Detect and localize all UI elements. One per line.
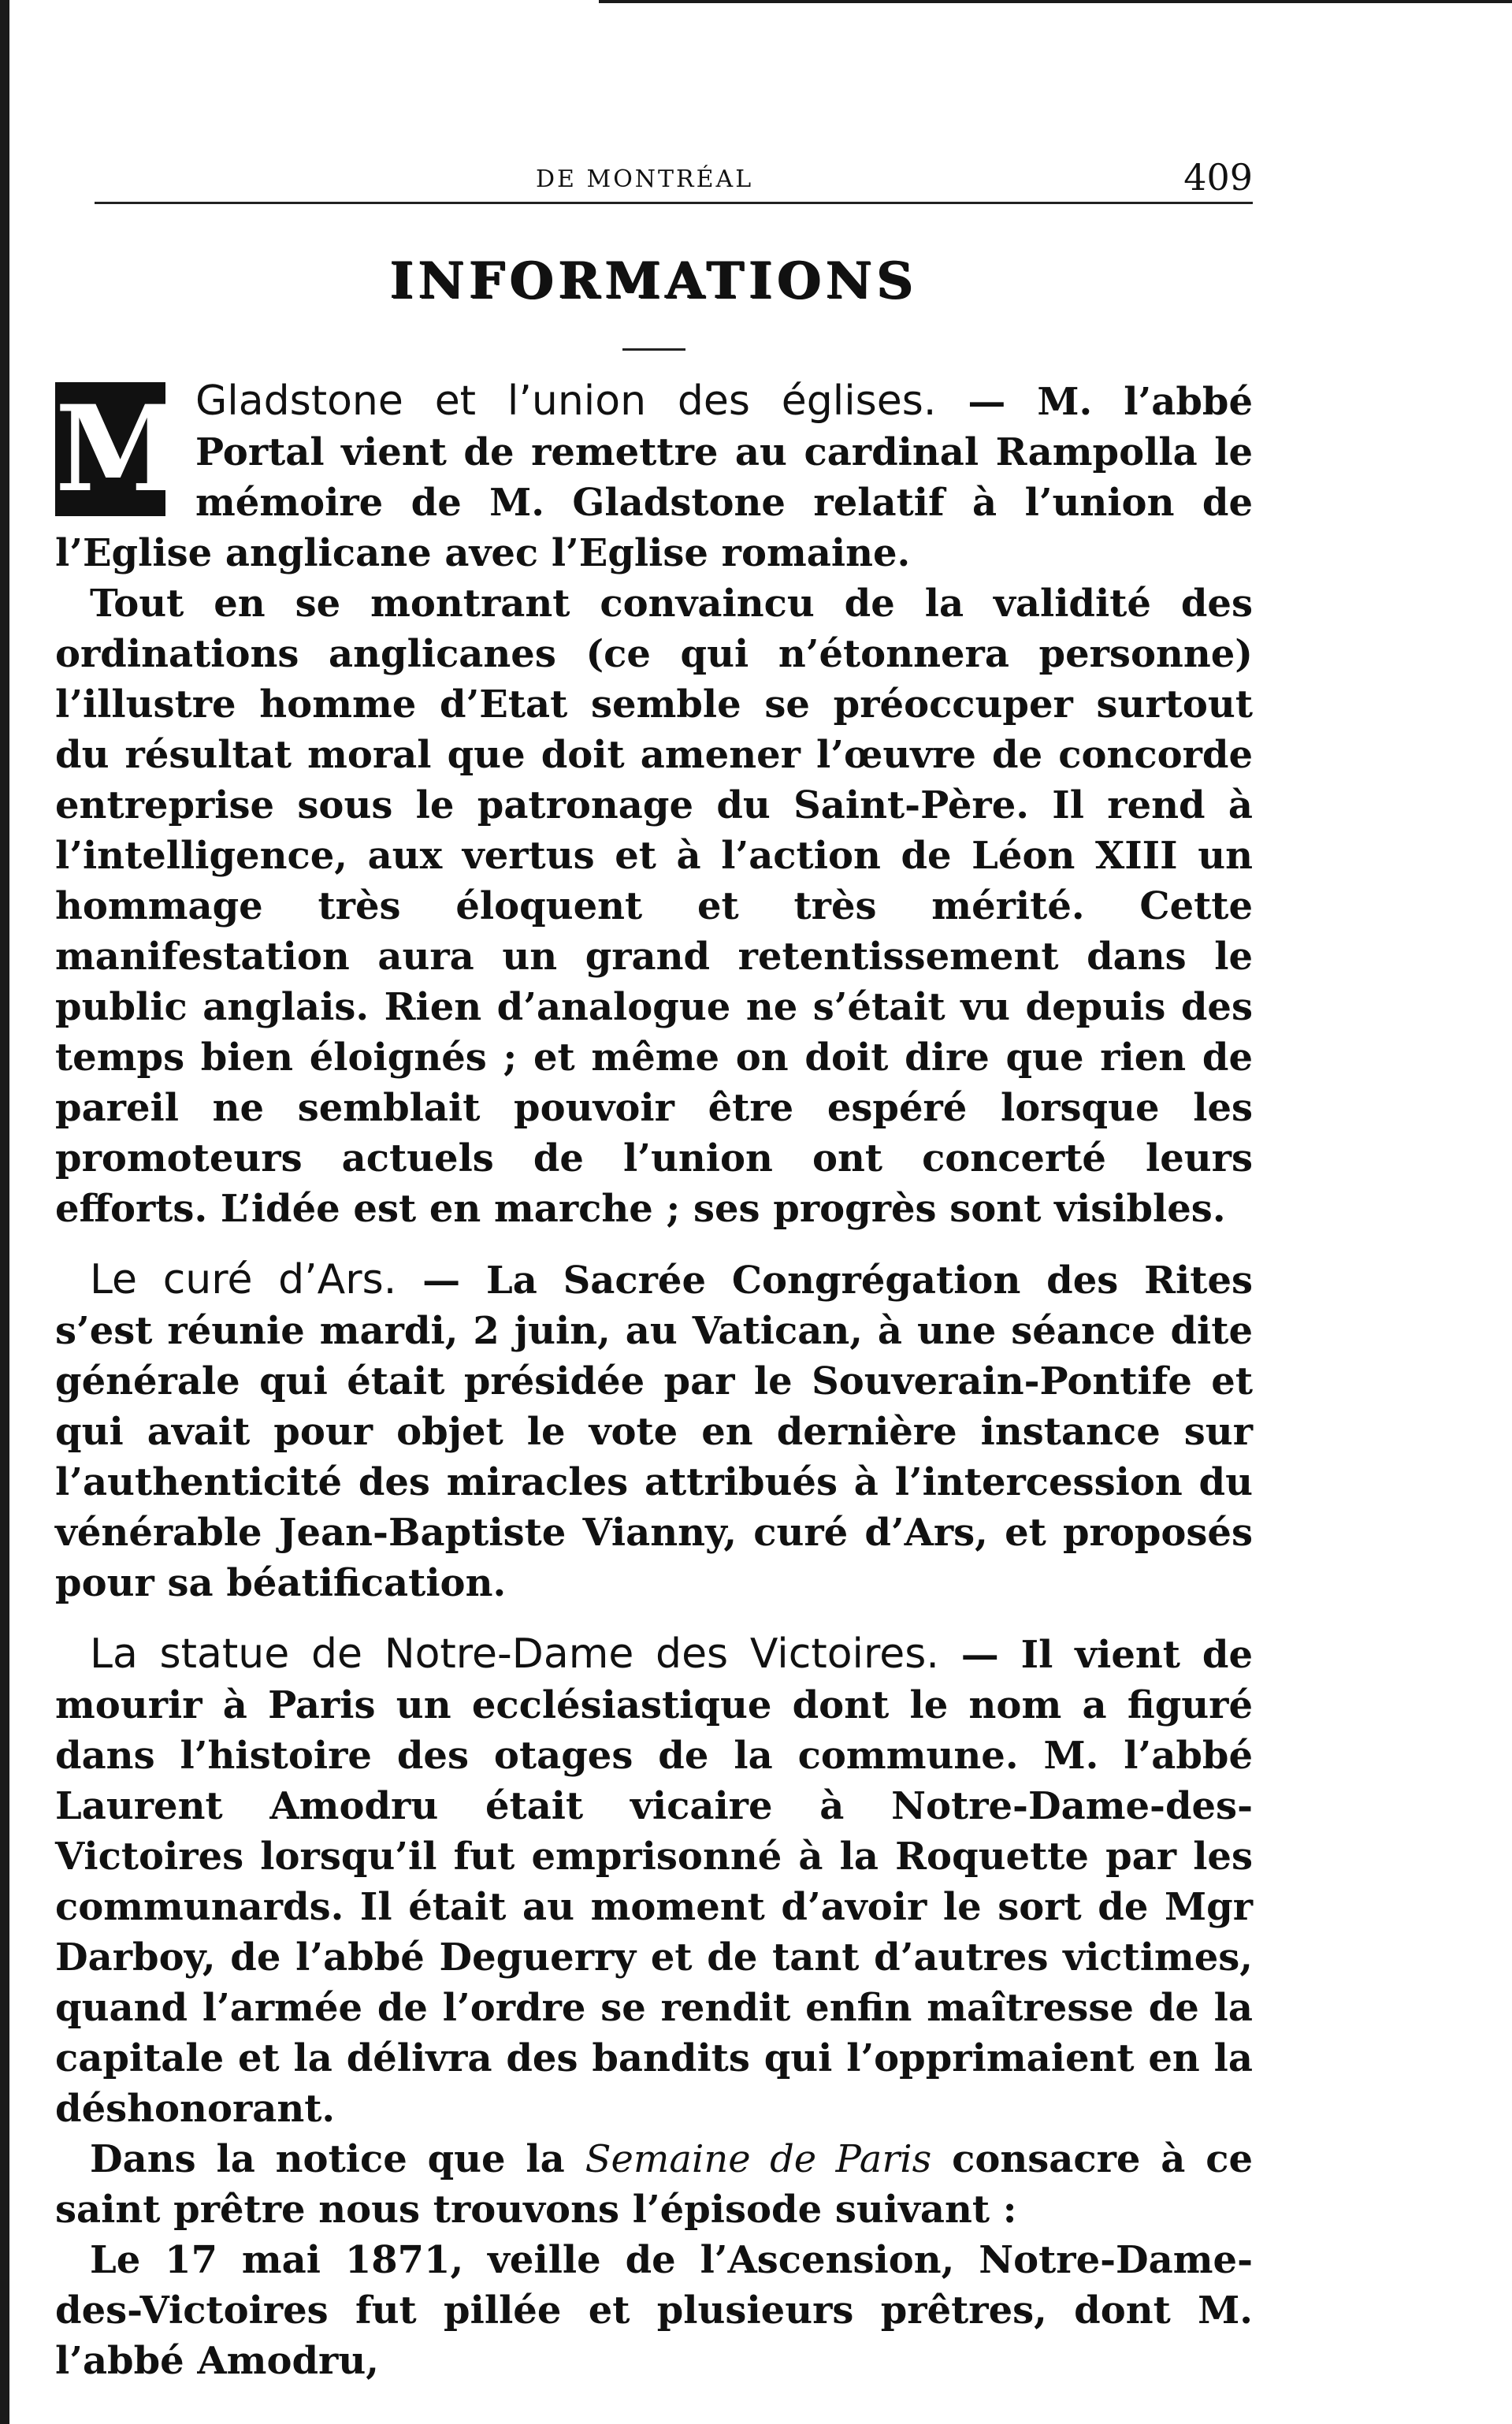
article-gladstone-heading: Gladstone et l’union des églises.	[195, 377, 937, 425]
drop-cap-letter: M	[55, 380, 187, 519]
article-notre-dame-paragraph-3: Le 17 mai 1871, veille de l’Ascension, Notre-Dame-des-Victoires fut pillée et plusieurs prêtres, dont M. l’abbé Amodru,	[55, 2238, 1253, 2383]
publication-title: Semaine de Paris	[585, 2137, 932, 2181]
article-cure-ars-heading: Le curé d’Ars.	[90, 1256, 397, 1303]
article-gladstone	[55, 376, 1253, 1234]
article-gladstone-text: — M. l’abbé Portal vient de remettre au cardinal Rampolla le mémoire de M. Gladstone relatif à l’union de l’Eglise anglicane avec l’Eglise romaine.	[55, 380, 1253, 575]
top-edge-line	[599, 0, 1512, 3]
article-notre-dame	[55, 1629, 1253, 2386]
article-notre-dame-paragraph-2	[55, 2134, 1253, 2235]
header-rule	[95, 202, 1253, 204]
article-cure-ars-text: — La Sacrée Congrégation des Rites s’est réunie mardi, 2 juin, au Vatican, à une séance dite générale qui était présidée par le Souverain-Pontife et qui avait pour objet le vote en dernière instance sur l’authenticité des miracles attribués à l’intercession du vénérable Jean-Baptiste Vianny, curé d’Ars, et proposés pour sa béatification.	[55, 1258, 1254, 1605]
article-gladstone-paragraph: Tout en se montrant convaincu de la validité des ordinations anglicanes (ce qui n’étonnera personne) l’illustre homme d’Etat semble se préoccuper surtout du résultat moral que doit amener l’œuvre de concorde entreprise sous le patronage du Saint-Père. Il rend à l’intelligence, aux vertus et à l’action de Léon XIII un hommage très éloquent et très mérité. Cette manifestation aura un grand retentissement dans le public anglais. Rien d’analogue ne s’était vu depuis des temps bien éloignés ; et même on doit dire que rien de pareil ne semblait pouvoir être espéré lorsque les promoteurs actuels de l’union ont concerté leurs efforts. L’idée est en marche ; ses progrès sont visibles.	[55, 582, 1253, 1231]
article-cure-ars-paragraph	[55, 1255, 1253, 1608]
notice-text-after: consacre à ce saint prêtre nous trouvons l’épisode suivant :	[55, 2137, 1253, 2232]
article-cure-ars	[55, 1255, 1253, 1608]
article-notre-dame-heading: La statue de Notre-Dame des Victoires.	[90, 1630, 939, 1678]
section-title: INFORMATIONS	[390, 251, 918, 310]
page-number: 409	[1183, 156, 1253, 199]
title-rule	[622, 348, 685, 351]
book-page	[55, 142, 1253, 2386]
running-header	[55, 142, 1253, 197]
running-title: DE MONTRÉAL	[536, 165, 754, 193]
page-edge-shadow	[0, 0, 9, 2424]
article-notre-dame-paragraph	[55, 1629, 1253, 2134]
article-notre-dame-text: — Il vient de mourir à Paris un ecclésiastique dont le nom a figuré dans l’histoire des otages de la commune. M. l’abbé Laurent Amodru était vicaire à Notre-Dame-des-Victoires lorsqu’il fut emprisonné à la Roquette par les communards. Il était au moment d’avoir le sort de Mgr Darboy, de l’abbé Deguerry et de tant d’autres victimes, quand l’armée de l’ordre se rendit enfin maîtresse de la capitale et la délivra des bandits qui l’opprimaient en la déshonorant.	[55, 1633, 1253, 2131]
article-gladstone-intro	[55, 376, 1253, 578]
notice-text-before: Dans la notice que la	[90, 2137, 585, 2181]
